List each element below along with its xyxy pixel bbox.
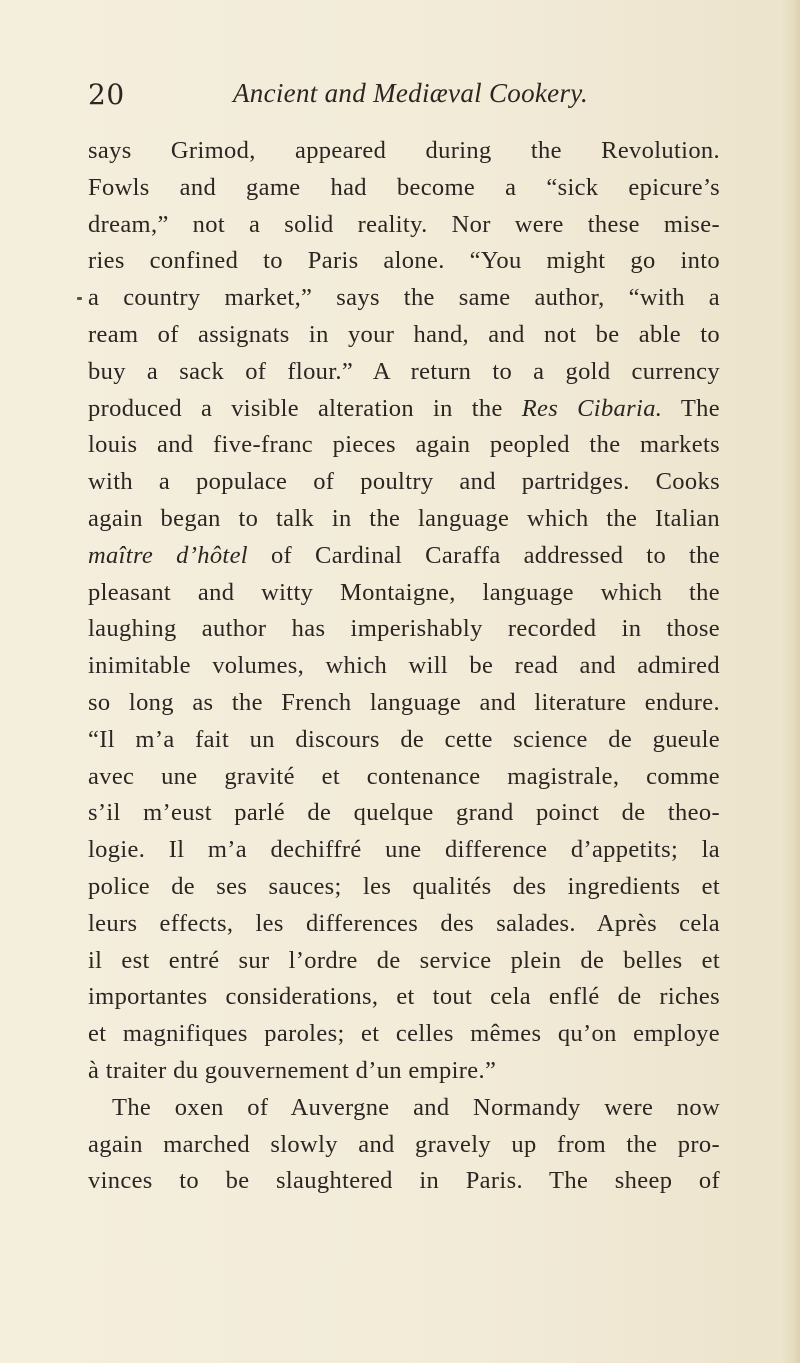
text-line: ries confined to Paris alone. “You might go into — [88, 247, 720, 275]
text-line: louis and five-franc pieces again peopled the markets — [88, 431, 720, 459]
text-line: pleasant and witty Montaigne, language which the — [88, 578, 720, 606]
text-line: Fowls and game had become a “sick epicure’s — [88, 173, 720, 201]
text-line: à traiter du gouvernement d’un empire.” — [88, 1056, 497, 1084]
text-line: again began to talk in the language which the Italian — [88, 504, 720, 532]
text-line: again marched slowly and gravely up from the pro- — [88, 1130, 720, 1158]
page-number: 20 — [88, 78, 125, 111]
text-line: buy a sack of flour.” A return to a gold currency — [88, 357, 720, 385]
text-line: il est entré sur l’ordre de service plein de belles et — [88, 946, 720, 974]
text-line: dream,” not a solid reality. Nor were these mise- — [88, 210, 720, 238]
text-line: ream of assignats in your hand, and not be able to — [88, 320, 720, 348]
text-line: so long as the French language and literature endure. — [88, 688, 720, 716]
text-line: importantes considerations, et tout cela enflé de riches — [88, 983, 720, 1011]
text-line: with a populace of poultry and partridges. Cooks — [88, 468, 720, 496]
text-line: police de ses sauces; les qualités des ingredients et — [88, 872, 720, 900]
text-line: “Il m’a fait un discours de cette science de gueule — [88, 725, 720, 753]
page-edge-shadow — [782, 0, 800, 1363]
text-line: laughing author has imperishably recorded in those — [88, 615, 720, 643]
text-line: says Grimod, appeared during the Revolution. — [88, 137, 720, 164]
text-line: logie. Il m’a dechiffré une difference d’appetits; la — [88, 836, 720, 864]
text-line: The oxen of Auvergne and Normandy were now — [112, 1093, 720, 1121]
italic-maitre-dhotel: maître d’hôtel — [88, 541, 248, 569]
text-line-res-cibaria — [88, 391, 720, 428]
italic-res-cibaria: Res Cibaria. — [521, 394, 663, 422]
text-line: inimitable volumes, which will be read and admired — [88, 652, 720, 680]
text-line: leurs effects, les differences des salades. Après cela — [88, 909, 720, 937]
body-text — [88, 133, 720, 1200]
text-segment: The — [680, 394, 720, 422]
margin-mark — [77, 297, 82, 300]
page-header — [88, 78, 728, 118]
text-segment: produced a visible alteration in the — [88, 394, 503, 422]
text-line: avec une gravité et contenance magistrale, comme — [88, 762, 720, 790]
text-line: s’il m’eust parlé de quelque grand poinct de theo- — [88, 799, 720, 827]
text-line: a country market,” says the same author, “with a — [88, 284, 720, 312]
text-line: et magnifiques paroles; et celles mêmes qu’on employe — [88, 1020, 720, 1048]
text-line: vinces to be slaughtered in Paris. The sheep of — [88, 1167, 720, 1195]
running-title: Ancient and Mediæval Cookery. — [233, 78, 589, 108]
text-line-maitre-dhotel — [88, 538, 720, 575]
text-segment: of Cardinal Caraffa addressed to the — [270, 541, 720, 569]
